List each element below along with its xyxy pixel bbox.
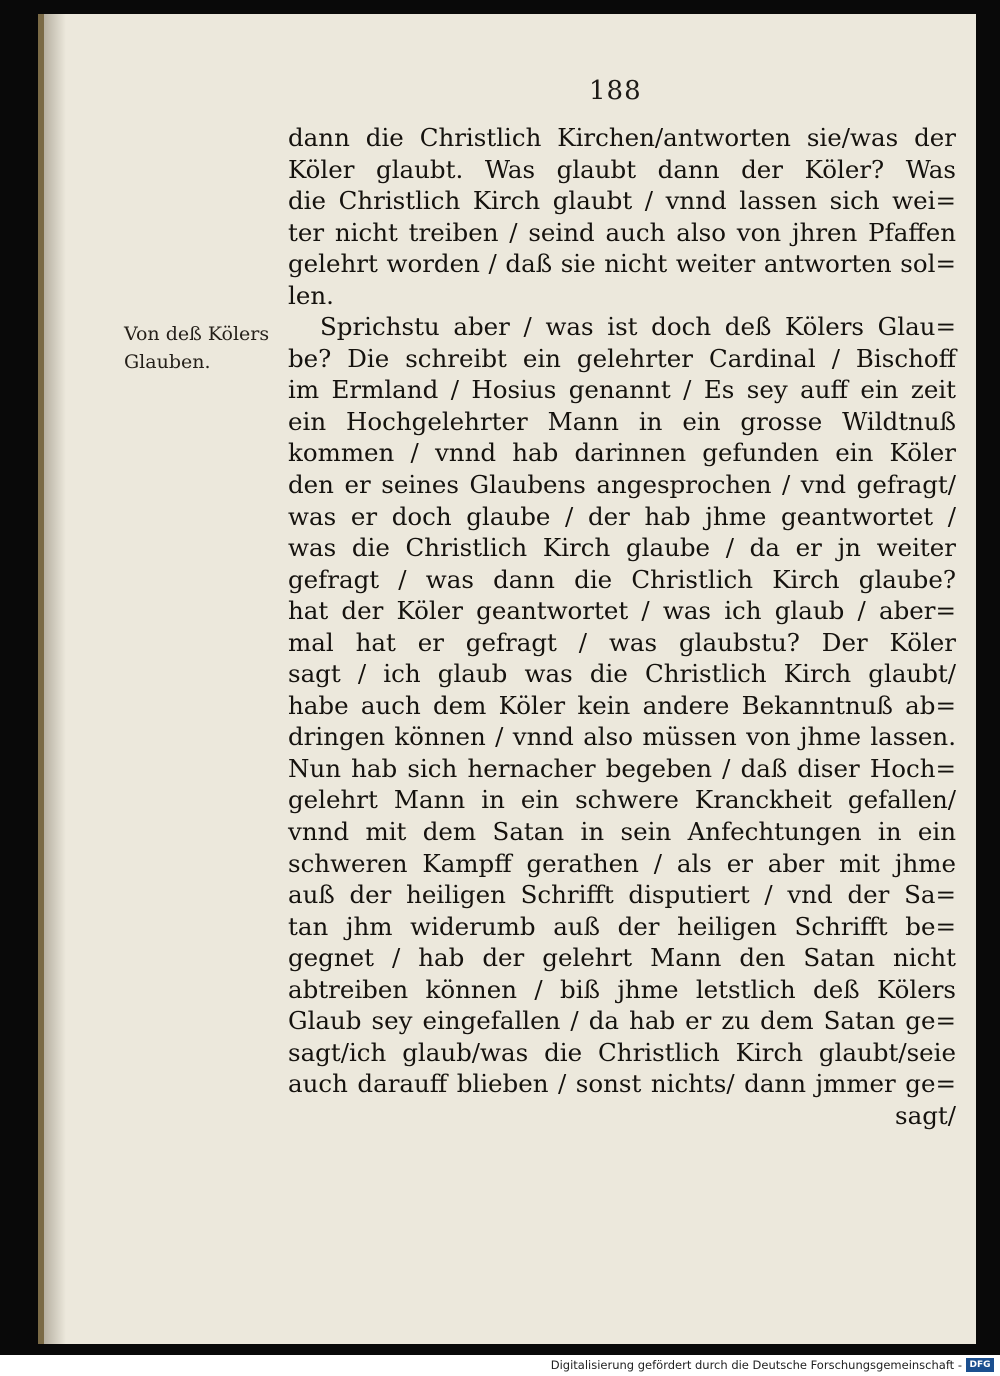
text-line: abtreiben können / biß jhme letstlich deß Kölers [288,974,956,1004]
text-line: ein Hochgelehrter Mann in ein grosse Wildtnuß [288,406,956,436]
text-line: habe auch dem Köler kein andere Bekanntnuß ab= [288,690,956,720]
body-text [288,122,956,1132]
marginal-note [124,320,294,376]
text-line: auch darauff blieben / sonst nichts/ dann jmmer ge= [288,1069,956,1099]
funding-credit: Digitalisierung gefördert durch die Deutsche Forschungsgemeinschaft - [550,1358,962,1372]
text-line: be? Die schreibt ein gelehrter Cardinal / Bischoff [288,343,956,373]
text-line: gelehrt worden / daß sie nicht weiter antworten sol= [288,249,956,279]
text-line: den er seines Glaubens angesprochen / vnd gefragt/ [288,470,956,500]
text-line: im Ermland / Hosius genannt / Es sey auff ein zeit [288,375,956,405]
book-page [38,14,976,1344]
text-line: vnnd mit dem Satan in sein Anfechtungen in ein [288,817,956,847]
text-line: tan jhm widerumb auß der heiligen Schrifft be= [288,911,956,941]
text-line: Nun hab sich hernacher begeben / daß diser Hoch= [288,753,956,783]
text-line: ter nicht treiben / seind auch also von jhren Pfaffen [288,217,956,247]
dfg-logo: DFG [966,1358,994,1372]
text-line: gelehrt Mann in ein schwere Kranckheit gefallen/ [288,785,956,815]
text-line: was er doch glaube / der hab jhme geantwortet / [288,501,956,531]
text-line: Köler glaubt. Was glaubt dann der Köler? Was [288,154,956,184]
footer-bar [0,1355,1000,1376]
marginal-note-line: Glauben. [124,351,211,373]
catchword: sagt/ [895,1100,956,1130]
text-line: len. [288,280,334,310]
text-line: hat der Köler geantwortet / was ich glaub / aber= [288,596,956,626]
text-line: mal hat er gefragt / was glaubstu? Der Köler [288,627,956,657]
gutter-shadow [44,14,66,1344]
text-line: sagt/ich glaub/was die Christlich Kirch glaubt/seie [288,1037,956,1067]
text-line: gefragt / was dann die Christlich Kirch glaube? [288,564,956,594]
text-line: kommen / vnnd hab darinnen gefunden ein Köler [288,438,956,468]
text-line: Glaub sey eingefallen / da hab er zu dem Satan ge= [288,1006,956,1036]
text-line: dringen können / vnnd also müssen von jhme lassen. [288,722,956,752]
text-line: was die Christlich Kirch glaube / da er jn weiter [288,533,956,563]
text-line: die Christlich Kirch glaubt / vnnd lassen sich wei= [288,186,956,216]
marginal-note-line: Von deß Kölers [124,323,270,345]
text-line: auß der heiligen Schrifft disputiert / vnd der Sa= [288,880,956,910]
text-line: schweren Kampff gerathen / als er aber mit jhme [288,848,956,878]
text-line: sagt / ich glaub was die Christlich Kirch glaubt/ [288,659,956,689]
text-line: dann die Christlich Kirchen/antworten sie/was der [288,123,956,152]
text-line: gegnet / hab der gelehrt Mann den Satan nicht [288,943,956,973]
text-line: Sprichstu aber / was ist doch deß Kölers Glau= [320,312,956,342]
page-number: 188 [589,76,642,106]
